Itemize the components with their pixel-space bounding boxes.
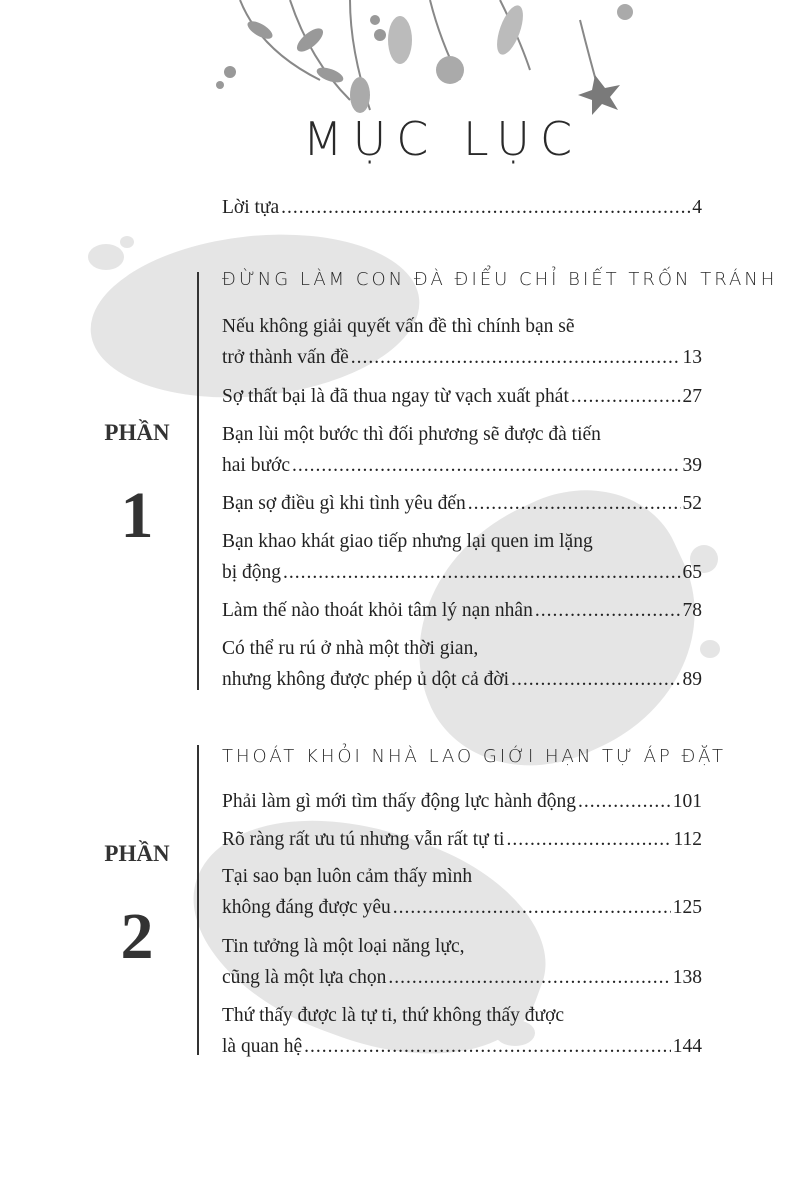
entry-title-line2: hai bước bbox=[222, 455, 290, 476]
dot-leader bbox=[468, 488, 681, 519]
toc-entry[interactable] bbox=[222, 931, 702, 993]
part-1-label: PHẦN bbox=[104, 420, 170, 445]
part-1-number: 1 bbox=[120, 479, 154, 552]
toc-entry[interactable] bbox=[222, 381, 702, 412]
dot-leader bbox=[292, 450, 681, 481]
page-number: 27 bbox=[682, 386, 702, 407]
page-number: 13 bbox=[682, 347, 702, 368]
dot-leader bbox=[283, 557, 680, 588]
part-2-divider bbox=[197, 745, 199, 1055]
dot-leader bbox=[511, 664, 680, 695]
page-number: 125 bbox=[672, 897, 702, 918]
dot-leader bbox=[393, 892, 671, 923]
page-number: 4 bbox=[692, 197, 702, 218]
toc-entry[interactable] bbox=[222, 633, 702, 695]
toc-entry-preface[interactable] bbox=[222, 192, 702, 223]
toc-entry[interactable] bbox=[222, 786, 702, 817]
page-number: 138 bbox=[672, 967, 702, 988]
entry-title-line2: cũng là một lựa chọn bbox=[222, 967, 387, 988]
toc-entry[interactable] bbox=[222, 824, 702, 855]
toc-entry[interactable] bbox=[222, 311, 702, 373]
entry-title-line2: trở thành vấn đề bbox=[222, 347, 349, 368]
entry-title-line1: Thứ thấy được là tự ti, thứ không thấy được bbox=[222, 1005, 565, 1026]
entry-title-line2: không đáng được yêu bbox=[222, 897, 391, 918]
page-number: 89 bbox=[682, 669, 702, 690]
dot-leader bbox=[506, 824, 671, 855]
entry-title-line1: Bạn khao khát giao tiếp nhưng lại quen im lặng bbox=[222, 531, 593, 552]
part-1-heading: ĐỪNG LÀM CON ĐÀ ĐIỂU CHỈ BIẾT TRỐN TRÁNH bbox=[222, 269, 778, 290]
entry-title: Lời tựa bbox=[222, 197, 280, 218]
dot-leader bbox=[578, 786, 671, 817]
entry-title-line1: Bạn lùi một bước thì đối phương sẽ được đà tiến bbox=[222, 424, 601, 445]
page-number: 101 bbox=[672, 791, 702, 812]
floral-illustration bbox=[200, 0, 640, 130]
dot-leader bbox=[281, 192, 690, 223]
part-1-divider bbox=[197, 272, 199, 690]
entry-title: Phải làm gì mới tìm thấy động lực hành động bbox=[222, 791, 576, 812]
entry-title-line1: Tại sao bạn luôn cảm thấy mình bbox=[222, 866, 473, 887]
background-blob bbox=[88, 244, 124, 270]
page-number: 52 bbox=[682, 493, 702, 514]
part-2-heading: THOÁT KHỎI NHÀ LAO GIỚI HẠN TỰ ÁP ĐẶT bbox=[222, 746, 727, 767]
page-title: MỤC LỤC bbox=[302, 112, 583, 166]
dot-leader bbox=[304, 1031, 671, 1062]
entry-title: Sợ thất bại là đã thua ngay từ vạch xuất phát bbox=[222, 386, 569, 407]
entry-title-line1: Nếu không giải quyết vấn đề thì chính bạn sẽ bbox=[222, 316, 575, 337]
toc-entry[interactable] bbox=[222, 488, 702, 519]
entry-title: Làm thế nào thoát khỏi tâm lý nạn nhân bbox=[222, 600, 533, 621]
entry-title-line2: nhưng không được phép ủ dột cả đời bbox=[222, 669, 510, 690]
dot-leader bbox=[351, 342, 681, 373]
dot-leader bbox=[535, 595, 681, 626]
toc-entry[interactable] bbox=[222, 595, 702, 626]
part-2-label: PHẦN bbox=[104, 841, 170, 866]
dot-leader bbox=[388, 962, 670, 993]
page-number: 144 bbox=[672, 1036, 702, 1057]
part-2-number: 2 bbox=[120, 900, 154, 973]
dot-leader bbox=[571, 381, 681, 412]
background-blob bbox=[120, 236, 134, 248]
background-blob bbox=[700, 640, 720, 658]
entry-title-line2: bị động bbox=[222, 562, 282, 583]
entry-title-line1: Tin tưởng là một loại năng lực, bbox=[222, 936, 465, 957]
entry-title-line2: là quan hệ bbox=[222, 1036, 303, 1057]
page-number: 39 bbox=[682, 455, 702, 476]
toc-entry[interactable] bbox=[222, 861, 702, 923]
page-number: 78 bbox=[682, 600, 702, 621]
page-number: 65 bbox=[682, 562, 702, 583]
page-number: 112 bbox=[673, 829, 702, 850]
entry-title: Rõ ràng rất ưu tú nhưng vẫn rất tự ti bbox=[222, 829, 505, 850]
entry-title: Bạn sợ điều gì khi tình yêu đến bbox=[222, 493, 466, 514]
entry-title-line1: Có thể ru rú ở nhà một thời gian, bbox=[222, 638, 479, 659]
toc-entry[interactable] bbox=[222, 419, 702, 481]
toc-entry[interactable] bbox=[222, 526, 702, 588]
toc-entry[interactable] bbox=[222, 1000, 702, 1062]
